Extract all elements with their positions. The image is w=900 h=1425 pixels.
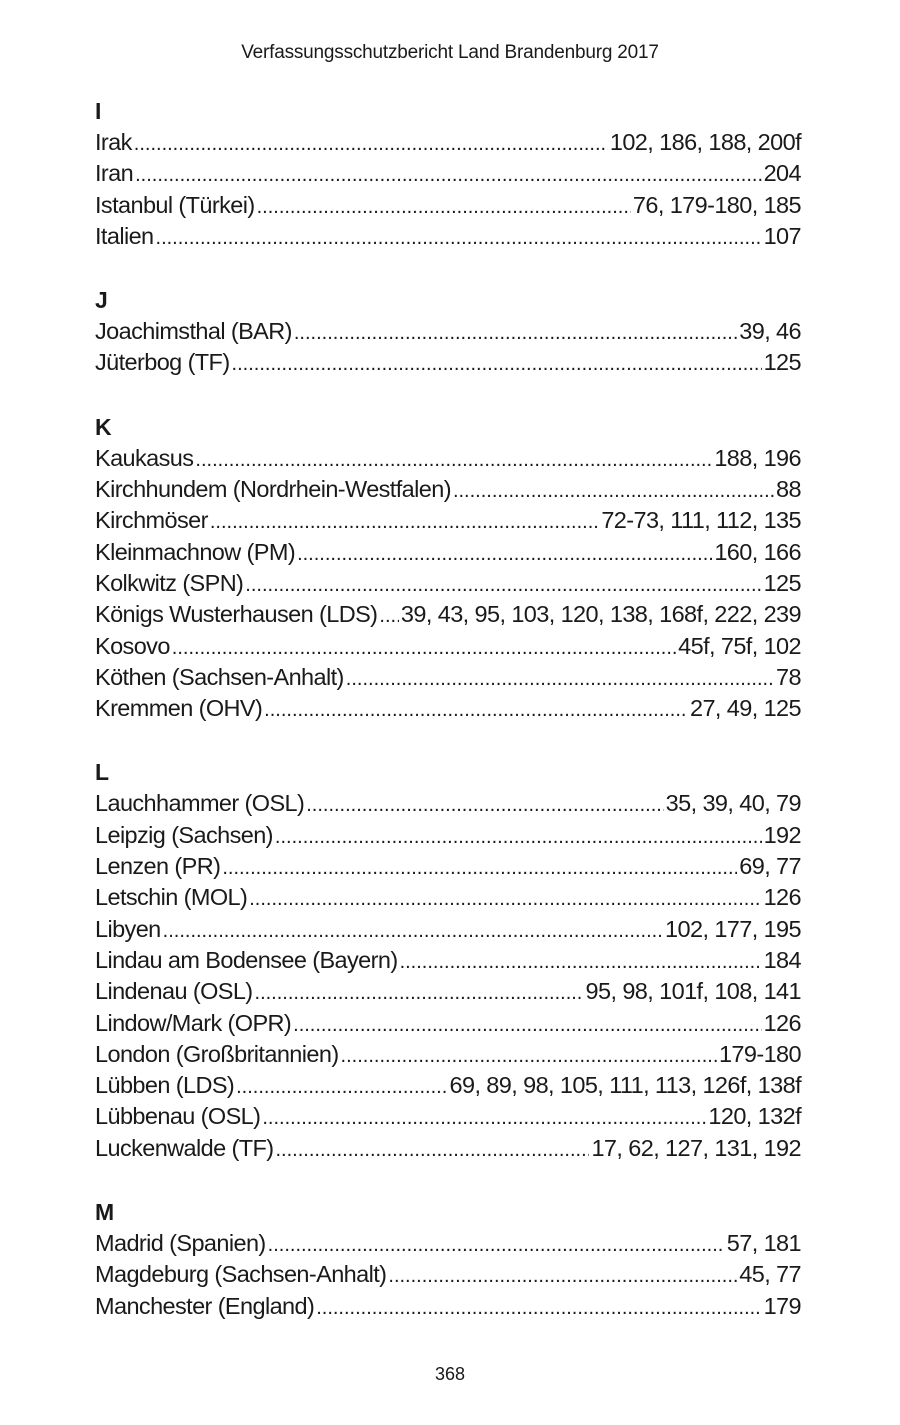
dot-leader: [236, 1072, 447, 1103]
dot-leader: [275, 822, 762, 853]
dot-leader: [257, 192, 631, 223]
entry-term: Libyen: [95, 915, 161, 942]
dot-leader: [388, 1261, 737, 1292]
index-section-l: [95, 757, 801, 1164]
entry-term: Madrid (Spanien): [95, 1230, 266, 1257]
index-entry: [95, 127, 801, 158]
entry-pages: 45, 77: [739, 1261, 801, 1288]
entry-term: Iran: [95, 160, 134, 187]
index-entry: [95, 316, 801, 347]
dot-leader: [264, 695, 688, 726]
index-section-k: [95, 412, 801, 725]
entry-pages: 126: [763, 1009, 801, 1036]
index-content: [95, 96, 801, 1355]
entry-term: Luckenwalde (TF): [95, 1134, 274, 1161]
index-entry: [95, 599, 801, 630]
dot-leader: [341, 1041, 717, 1072]
entry-term: Lenzen (PR): [95, 853, 221, 880]
section-letter: L: [95, 759, 110, 786]
index-section-i: [95, 96, 801, 252]
entry-term: Kirchhundem (Nordrhein-Westfalen): [95, 476, 451, 503]
entry-pages: 126: [763, 884, 801, 911]
index-entry: [95, 1070, 801, 1101]
index-entry: [95, 945, 801, 976]
entry-pages: 72-73, 111, 112, 135: [601, 507, 801, 534]
entry-term: Kremmen (OHV): [95, 695, 263, 722]
entry-pages: 95, 98, 101f, 108, 141: [585, 978, 801, 1005]
dot-leader: [379, 601, 399, 632]
dot-leader: [255, 978, 584, 1009]
dot-leader: [210, 507, 599, 538]
entry-term: Kaukasus: [95, 444, 194, 471]
index-entry: [95, 537, 801, 568]
index-entry: [95, 1259, 801, 1290]
entry-pages: 45f, 75f, 102: [678, 632, 801, 659]
entry-pages: 120, 132f: [708, 1103, 801, 1130]
index-entry: [95, 443, 801, 474]
entry-term: Lübbenau (OSL): [95, 1103, 261, 1130]
index-entry: [95, 568, 801, 599]
dot-leader: [400, 947, 762, 978]
dot-leader: [268, 1230, 725, 1261]
entry-term: Kosovo: [95, 632, 170, 659]
dot-leader: [134, 129, 608, 160]
dot-leader: [156, 223, 762, 254]
entry-pages: 160, 166: [714, 538, 801, 565]
entry-term: Lübben (LDS): [95, 1072, 235, 1099]
index-entry: [95, 914, 801, 945]
dot-leader: [293, 1010, 761, 1041]
entry-pages: 76, 179-180, 185: [632, 191, 801, 218]
page-number: 368: [434, 1364, 466, 1384]
entry-term: Lindow/Mark (OPR): [95, 1009, 292, 1036]
index-entry: [95, 976, 801, 1007]
entry-pages: 188, 196: [714, 444, 801, 471]
entry-term: Joachimsthal (BAR): [95, 318, 292, 345]
entry-pages: 57, 181: [726, 1230, 801, 1257]
dot-leader: [453, 476, 774, 507]
dot-leader: [195, 445, 712, 476]
index-entry: [95, 1133, 801, 1164]
entry-term: Lindau am Bodensee (Bayern): [95, 946, 398, 973]
entry-term: Kleinmachnow (PM): [95, 538, 296, 565]
entry-pages: 78: [776, 663, 801, 690]
entry-pages: 88: [776, 476, 801, 503]
dot-leader: [262, 1103, 706, 1134]
entry-pages: 192: [763, 821, 801, 848]
dot-leader: [346, 664, 774, 695]
entry-term: Königs Wusterhausen (LDS): [95, 601, 378, 628]
entry-term: Leipzig (Sachsen): [95, 821, 273, 848]
dot-leader: [172, 633, 676, 664]
dot-leader: [232, 349, 762, 380]
dot-leader: [249, 884, 761, 915]
entry-pages: 179: [763, 1292, 801, 1319]
entry-term: Kolkwitz (SPN): [95, 569, 244, 596]
dot-leader: [297, 539, 712, 570]
index-entry: [95, 158, 801, 189]
index-entry: [95, 1228, 801, 1259]
entry-pages: 107: [763, 222, 801, 249]
section-letter: I: [95, 98, 102, 124]
index-entry: [95, 631, 801, 662]
dot-leader: [316, 1293, 761, 1324]
index-entry: [95, 190, 801, 221]
entry-term: Istanbul (Türkei): [95, 191, 255, 218]
index-entry: [95, 851, 801, 882]
section-letter: J: [95, 287, 108, 314]
entry-pages: 125: [763, 569, 801, 596]
index-entry: [95, 662, 801, 693]
entry-term: Köthen (Sachsen-Anhalt): [95, 663, 344, 690]
entry-term: London (Großbritannien): [95, 1040, 339, 1067]
index-entry: [95, 820, 801, 851]
dot-leader: [135, 160, 761, 191]
dot-leader: [275, 1135, 589, 1166]
entry-pages: 69, 77: [739, 853, 801, 880]
page-header: Verfassungsschutzbericht Land Brandenburg 2017: [241, 42, 659, 63]
entry-term: Letschin (MOL): [95, 884, 248, 911]
entry-term: Lindenau (OSL): [95, 978, 253, 1005]
dot-leader: [163, 916, 663, 947]
entry-pages: 125: [763, 349, 801, 376]
index-entry: [95, 1008, 801, 1039]
index-entry: [95, 1291, 801, 1322]
entry-pages: 102, 186, 188, 200f: [609, 129, 801, 155]
entry-term: Kirchmöser: [95, 507, 208, 534]
index-entry: [95, 347, 801, 378]
index-entry: [95, 788, 801, 819]
entry-pages: 39, 43, 95, 103, 120, 138, 168f, 222, 239: [400, 601, 801, 628]
entry-pages: 69, 89, 98, 105, 111, 113, 126f, 138f: [449, 1072, 801, 1099]
entry-term: Irak: [95, 129, 132, 155]
entry-pages: 17, 62, 127, 131, 192: [591, 1134, 801, 1161]
entry-pages: 204: [763, 160, 801, 187]
section-letter: K: [95, 413, 112, 440]
index-section-j: [95, 285, 801, 379]
section-letter: M: [95, 1199, 115, 1226]
index-section-m: [95, 1197, 801, 1322]
entry-pages: 102, 177, 195: [665, 915, 801, 942]
entry-term: Lauchhammer (OSL): [95, 790, 305, 817]
dot-leader: [294, 318, 737, 349]
entry-pages: 184: [763, 946, 801, 973]
entry-term: Manchester (England): [95, 1292, 315, 1319]
entry-term: Jüterbog (TF): [95, 349, 230, 376]
index-entry: [95, 1101, 801, 1132]
index-entry: [95, 505, 801, 536]
entry-term: Italien: [95, 222, 154, 249]
entry-term: Magdeburg (Sachsen-Anhalt): [95, 1261, 387, 1288]
index-entry: [95, 693, 801, 724]
dot-leader: [222, 853, 737, 884]
index-entry: [95, 882, 801, 913]
dot-leader: [245, 570, 761, 601]
index-entry: [95, 474, 801, 505]
dot-leader: [306, 790, 663, 821]
entry-pages: 27, 49, 125: [689, 695, 801, 722]
index-entry: [95, 221, 801, 252]
entry-pages: 179-180: [718, 1040, 801, 1067]
index-entry: [95, 1039, 801, 1070]
entry-pages: 35, 39, 40, 79: [665, 790, 801, 817]
entry-pages: 39, 46: [739, 318, 801, 345]
